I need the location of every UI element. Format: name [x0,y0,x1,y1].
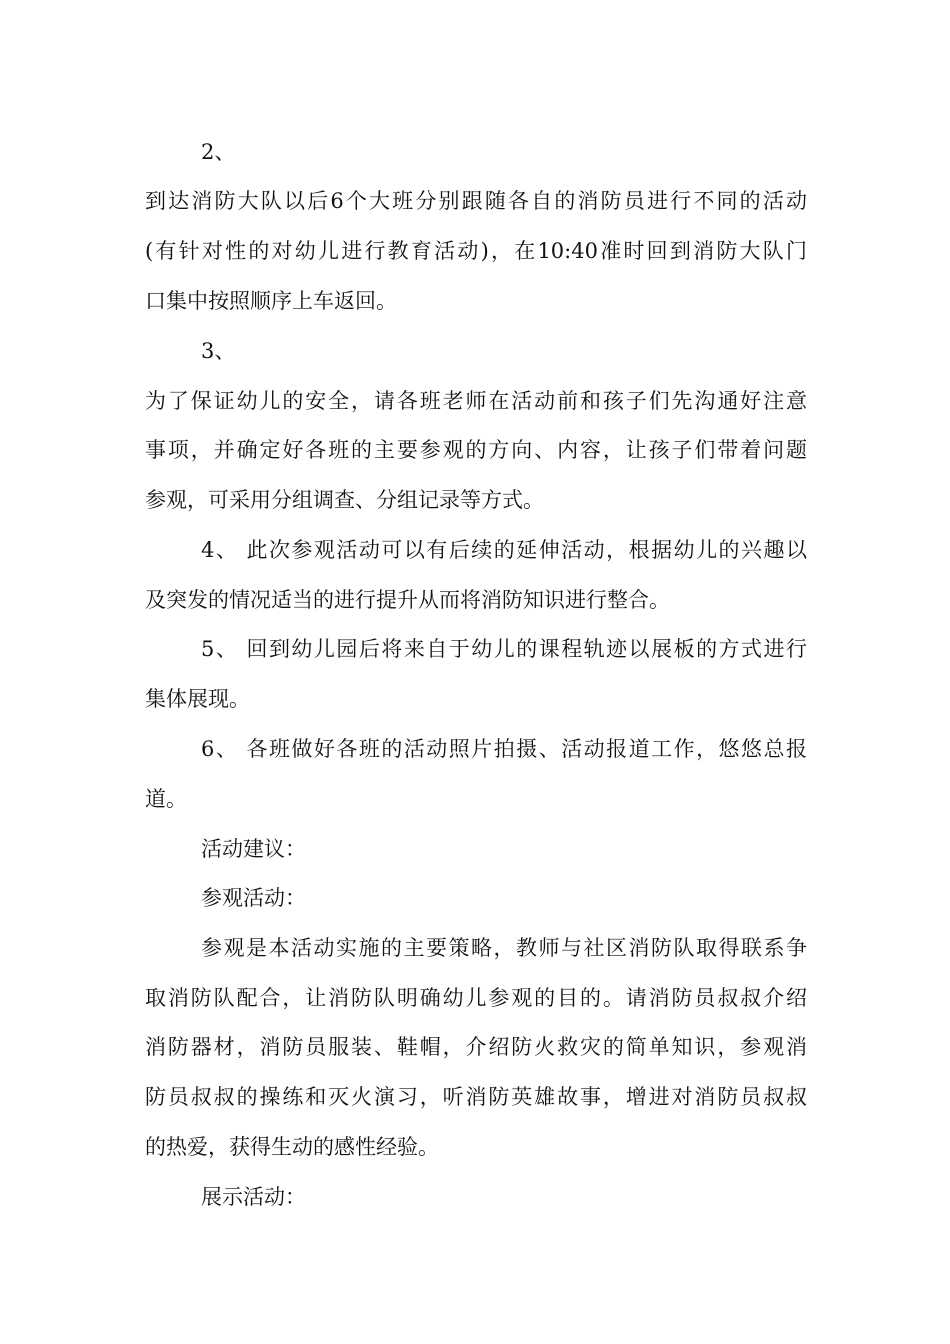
visit-paragraph-line-2: 取消防队配合，让消防队明确幼儿参观的目的。请消防员叔叔介绍 [145,986,807,1010]
item-2-number: 2、 [201,140,236,164]
visit-paragraph-line-1: 参观是本活动实施的主要策略，教师与社区消防队取得联系争 [201,936,807,960]
visit-paragraph-line-5: 的热爱，获得生动的感性经验。 [145,1135,439,1159]
heading-display-activity: 展示活动： [201,1185,306,1209]
item-2-text-line-2: (有针对性的对幼儿进行教育活动)，在10:40准时回到消防大队门 [145,239,807,263]
item-3-number: 3、 [201,339,236,363]
item-2-text-line-1: 到达消防大队以后6个大班分别跟随各自的消防员进行不同的活动 [145,189,807,213]
item-5-text-line-2: 集体展现。 [145,687,250,711]
heading-activity-suggestions: 活动建议： [201,837,306,861]
item-3-text-line-3: 参观，可采用分组调查、分组记录等方式。 [145,488,544,512]
item-3-text-line-2: 事项，并确定好各班的主要参观的方向、内容，让孩子们带着问题 [145,438,807,462]
item-4-text-line-1: 4、 此次参观活动可以有后续的延伸活动，根据幼儿的兴趣以 [201,538,807,562]
item-2-text-line-3: 口集中按照顺序上车返回。 [145,289,397,313]
item-6-text-line-2: 道。 [145,787,187,811]
item-3-text-line-1: 为了保证幼儿的安全，请各班老师在活动前和孩子们先沟通好注意 [145,389,807,413]
visit-paragraph-line-3: 消防器材，消防员服装、鞋帽，介绍防火救灾的简单知识，参观消 [145,1035,807,1059]
heading-visit-activity: 参观活动： [201,886,306,910]
item-4-text-line-2: 及突发的情况适当的进行提升从而将消防知识进行整合。 [145,588,670,612]
item-6-text-line-1: 6、 各班做好各班的活动照片拍摄、活动报道工作，悠悠总报 [201,737,807,761]
visit-paragraph-line-4: 防员叔叔的操练和灭火演习，听消防英雄故事，增进对消防员叔叔 [145,1085,807,1109]
item-5-text-line-1: 5、 回到幼儿园后将来自于幼儿的课程轨迹以展板的方式进行 [201,637,807,661]
